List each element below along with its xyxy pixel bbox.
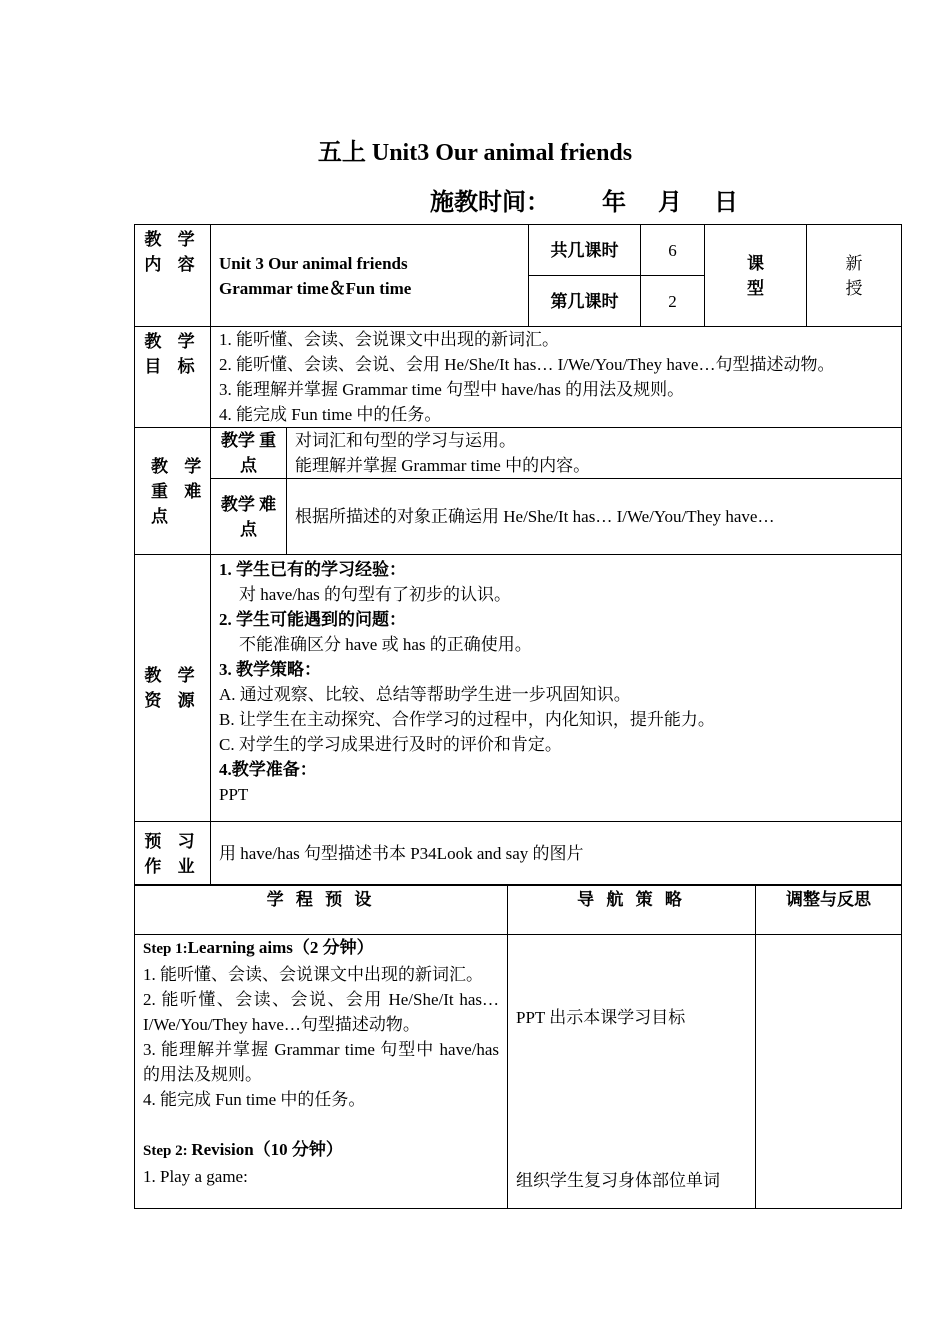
reflection-cell xyxy=(756,935,902,1209)
col-header-process: 学 程 预 设 xyxy=(135,885,508,935)
lesson-type-label: 课 型 xyxy=(705,225,807,327)
focus-line: 对词汇和句型的学习与运用。 xyxy=(295,431,516,450)
resources-text: 不能准确区分 have 或 has 的正确使用。 xyxy=(239,635,532,654)
process-steps-cell xyxy=(135,935,508,1209)
difficulty-label: 教学 难点 xyxy=(211,479,287,555)
content-line-2: Grammar time＆Fun time xyxy=(219,278,412,298)
step1-heading: Step 1:Learning aims（2 分钟） xyxy=(143,938,374,957)
resources-text: PPT xyxy=(219,785,249,804)
focus-cell xyxy=(287,428,902,479)
total-lessons-label: 共几课时 xyxy=(529,225,641,276)
resources-heading: 4.教学准备： xyxy=(219,760,317,779)
step1-item: 2. 能听懂、会读、会说、会用 He/She/It has… I/We/You/They have…句型描述动物。 xyxy=(143,990,499,1034)
goal-item: 2. 能听懂、会读、会说、会用 He/She/It has… I/We/You/They have…句型描述动物。 xyxy=(219,355,835,374)
resources-cell xyxy=(211,555,902,822)
goal-item: 4. 能完成 Fun time 中的任务。 xyxy=(219,405,442,424)
content-cell xyxy=(211,225,529,327)
date-year: 年 xyxy=(602,190,626,216)
resources-heading: 2. 学生可能遇到的问题： xyxy=(219,610,406,629)
step2-item: 1. Play a game: xyxy=(143,1167,248,1186)
date-label: 施教时间： xyxy=(430,190,550,216)
col-header-reflection: 调整与反思 xyxy=(756,885,902,935)
process-table xyxy=(134,884,902,1209)
lesson-type-value: 新 授 xyxy=(807,225,902,327)
col-header-strategy: 导 航 策 略 xyxy=(508,885,756,935)
resources-text: 对 have/has 的句型有了初步的认识。 xyxy=(239,585,511,604)
total-lessons-value: 6 xyxy=(641,225,705,276)
resources-label: 教 学 资 源 xyxy=(135,555,211,822)
resources-heading: 1. 学生已有的学习经验： xyxy=(219,560,406,579)
date-month: 月 xyxy=(658,190,682,216)
strategy-cell xyxy=(508,935,756,1209)
document-title: 五上 Unit3 Our animal friends xyxy=(317,140,633,166)
content-label: 教 学 内 容 xyxy=(135,225,211,327)
resources-heading: 3. 教学策略： xyxy=(219,660,321,679)
goal-item: 3. 能理解并掌握 Grammar time 句型中 have/has 的用法及规则。 xyxy=(219,380,685,399)
difficulty-text: 根据所描述的对象正确运用 He/She/It has… I/We/You/They have… xyxy=(287,479,902,555)
content-line-1: Unit 3 Our animal friends xyxy=(219,253,408,273)
preview-label: 预 习 作 业 xyxy=(135,822,211,886)
step1-item: 1. 能听懂、会读、会说课文中出现的新词汇。 xyxy=(143,965,483,984)
lesson-number-value: 2 xyxy=(641,276,705,327)
date-line xyxy=(430,182,738,217)
step1-strategy: PPT 出示本课学习目标 xyxy=(516,1008,686,1027)
step1-item: 3. 能理解并掌握 Grammar time 句型中 have/has 的用法及规则。 xyxy=(143,1040,499,1084)
goal-item: 1. 能听懂、会读、会说课文中出现的新词汇。 xyxy=(219,330,559,349)
goals-cell xyxy=(211,327,902,428)
step1-item: 4. 能完成 Fun time 中的任务。 xyxy=(143,1090,366,1109)
focus-label: 教学 重点 xyxy=(211,428,287,479)
focus-line: 能理解并掌握 Grammar time 中的内容。 xyxy=(295,456,591,475)
lesson-info-table xyxy=(134,224,902,886)
step2-heading: Step 2: Revision（10 分钟） xyxy=(143,1140,343,1159)
lesson-number-label: 第几课时 xyxy=(529,276,641,327)
step2-strategy: 组织学生复习身体部位单词 xyxy=(516,1171,720,1190)
date-day: 日 xyxy=(714,190,738,216)
preview-text: 用 have/has 句型描述书本 P34Look and say 的图片 xyxy=(211,822,902,886)
strategy-item: B. 让学生在主动探究、合作学习的过程中，内化知识，提升能力。 xyxy=(219,710,715,729)
key-points-label: 教 学 重 难 点 xyxy=(135,428,211,555)
strategy-item: A. 通过观察、比较、总结等帮助学生进一步巩固知识。 xyxy=(219,685,631,704)
strategy-item: C. 对学生的学习成果进行及时的评价和肯定。 xyxy=(219,735,562,754)
goals-label: 教 学 目 标 xyxy=(135,327,211,428)
